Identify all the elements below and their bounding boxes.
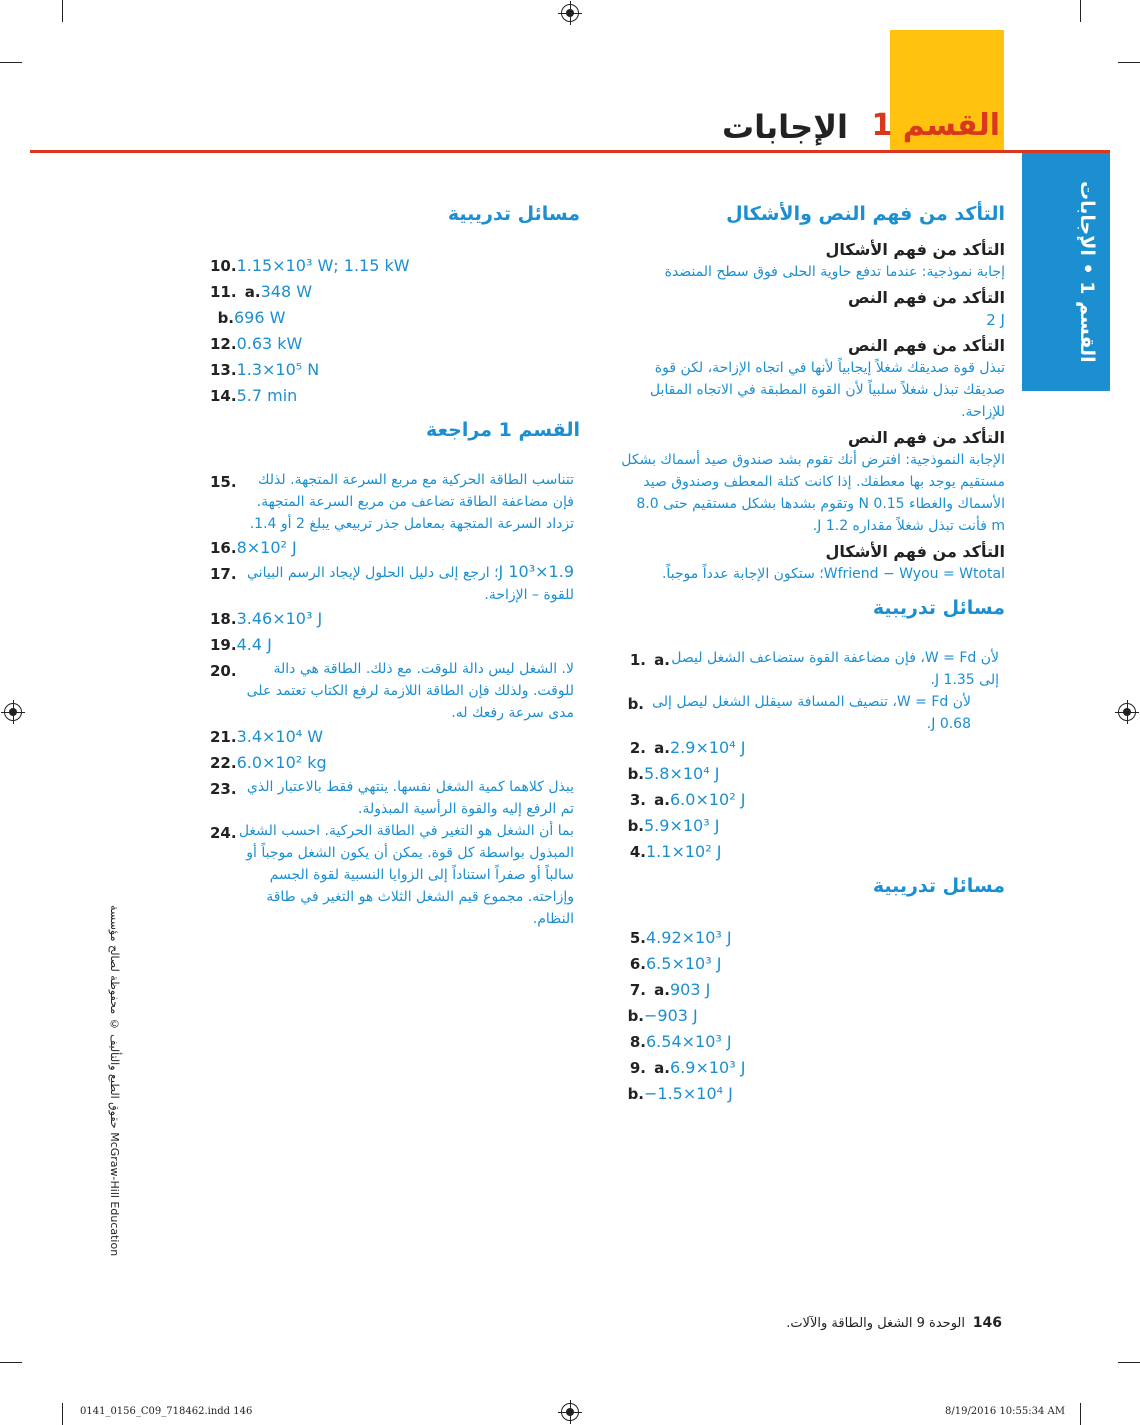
review-item: 23. يبذل كلاهما كمية الشغل نفسها. ينتهي فقط بالاعتبار الذي تم الرفع إليه والقوة الرأسية المبذولة. bbox=[210, 779, 574, 817]
check-heading: التأكد من فهم النص bbox=[847, 428, 1005, 447]
page-number: 146 bbox=[972, 1315, 1002, 1331]
problem-item: 8. 6.54×10³ J bbox=[629, 1032, 732, 1051]
problem-item: 1. a. لأن W = Fd، فإن مضاعفة القوة ستضاعف الشغل ليصل إلى 1.35 J. bbox=[629, 650, 999, 688]
right-column bbox=[620, 195, 1005, 1107]
review-item: 15. تتناسب الطاقة الحركية مع مربع السرعة المتجهة. لذلك فإن مضاعفة الطاقة تضاعف من مربع السرعة المتجهة. تزداد السرعة المتجهة بمعامل جذر تربيعي يبلغ 2 أو 1.4. bbox=[210, 472, 574, 532]
problem-item: 7. a. 903 J bbox=[629, 980, 711, 999]
problem-item: 14. 5.7 min bbox=[210, 386, 298, 405]
problem-item: b. −903 J bbox=[627, 1006, 698, 1025]
check-heading: التأكد من فهم الأشكال bbox=[825, 240, 1005, 259]
registration-mark-icon bbox=[1118, 703, 1136, 721]
review-item: 19. 4.4 J bbox=[210, 635, 272, 654]
problem-item: b. −1.5×10⁴ J bbox=[627, 1084, 733, 1103]
header-rule bbox=[30, 150, 1110, 153]
crop-mark bbox=[1118, 62, 1140, 63]
problem-item: 2. a. 2.9×10⁴ J bbox=[629, 738, 746, 757]
check-answer: تبذل قوة صديقك شغلاً إيجابياً لأنها في اتجاه الإزاحة، لكن قوة صديقك تبذل شغلاً سلبياً لأن القوة المطبقة في الاتجاه المقابل للإزاحة. bbox=[649, 360, 1005, 420]
problem-item: 11. a. 348 W bbox=[210, 282, 313, 301]
review-item: 22. 6.0×10² kg bbox=[210, 753, 327, 772]
section-title: مسائل تدريبية bbox=[872, 597, 1005, 619]
section-title: التأكد من فهم النص والأشكال bbox=[726, 203, 1005, 225]
check-heading: التأكد من فهم النص bbox=[847, 336, 1005, 355]
problem-item: 6. 6.5×10³ J bbox=[629, 954, 722, 973]
file-slug: 0141_0156_C09_718462.indd 146 bbox=[80, 1406, 253, 1417]
problem-item: b. 696 W bbox=[217, 308, 286, 327]
review-item: 17. 1.9×10³ J؛ ارجع إلى دليل الحلول لإيجاد الرسم البياني للقوة – الإزاحة. bbox=[210, 562, 574, 603]
registration-mark-icon bbox=[561, 4, 579, 22]
problem-item: 3. a. 6.0×10² J bbox=[629, 790, 746, 809]
timestamp-slug: 8/19/2016 10:55:34 AM bbox=[944, 1406, 1065, 1417]
crop-mark bbox=[1118, 1362, 1140, 1363]
check-answer: إجابة نموذجية: عندما تدفع حاوية الحلى فوق سطح المنضدة bbox=[664, 264, 1005, 280]
problem-item: b. 5.8×10⁴ J bbox=[627, 764, 720, 783]
review-item: 18. 3.46×10³ J bbox=[210, 609, 323, 628]
section-title: مسائل تدريبية bbox=[872, 875, 1005, 897]
review-item: 20. لا. الشغل ليس دالة للوقت. مع ذلك. الطاقة هي دالة للوقت. ولذلك فإن الطاقة اللازمة لرفع الكتاب تعتمد على مدى سرعة رفعك له. bbox=[210, 661, 574, 721]
section-title: القسم 1 مراجعة bbox=[425, 419, 580, 441]
problem-item: b. 5.9×10³ J bbox=[627, 816, 720, 835]
section-title: مسائل تدريبية bbox=[447, 203, 580, 225]
chapter-footer: الوحدة 9 الشغل والطاقة والآلات. bbox=[786, 1316, 965, 1331]
left-column bbox=[210, 195, 580, 930]
problem-item: 13. 1.3×10⁵ N bbox=[210, 360, 320, 379]
crop-mark bbox=[0, 1362, 22, 1363]
problem-item: 5. 4.92×10³ J bbox=[629, 928, 732, 947]
problem-item: 12. 0.63 kW bbox=[210, 334, 303, 353]
problem-item: 9. a. 6.9×10³ J bbox=[629, 1058, 746, 1077]
lesson-label: القسم 1 bbox=[871, 108, 1000, 143]
review-item: 24. بما أن الشغل هو التغير في الطاقة الحركية. احسب الشغل المبذول بواسطة كل قوة. يمكن أن يكون الشغل موجباً أو سالباً أو صفراً استناداً إلى الزوايا النسبية لقوة الجسم وإزاحته. مجموع قيم الشغل الثلاث هو التغير في طاقة النظام. bbox=[210, 823, 574, 927]
crop-mark bbox=[0, 62, 22, 63]
crop-mark bbox=[1080, 1403, 1081, 1425]
review-item: 16. 8×10² J bbox=[210, 538, 297, 557]
side-tab-label: القسم 1 • الإجابات bbox=[1076, 181, 1098, 363]
review-item: 21. 3.4×10⁴ W bbox=[210, 727, 324, 746]
check-heading: التأكد من فهم النص bbox=[847, 288, 1005, 307]
crop-mark bbox=[1080, 0, 1081, 22]
check-heading: التأكد من فهم الأشكال bbox=[825, 542, 1005, 561]
page-title: الإجابات bbox=[721, 108, 848, 146]
registration-mark-icon bbox=[561, 1403, 579, 1421]
crop-mark bbox=[62, 0, 63, 22]
registration-mark-icon bbox=[4, 703, 22, 721]
problem-item: 4. 1.1×10² J bbox=[629, 842, 722, 861]
check-answer: 2 J bbox=[986, 311, 1005, 329]
crop-mark bbox=[62, 1403, 63, 1425]
copyright-note: حقوق الطبع والتأليف © محفوظة لصالح مؤسسة McGraw-Hill Education bbox=[108, 905, 121, 1257]
problem-item: 10. 1.15×10³ W; 1.15 kW bbox=[210, 256, 410, 275]
check-answer: Wfriend − Wyou = Wtotal؛ ستكون الإجابة عدداً موجباً. bbox=[661, 566, 1005, 582]
check-answer: الإجابة النموذجية: افترض أنك تقوم بشد صندوق صيد أسماك بشكل مستقيم يوجد بها معطفك. إذا كانت كتلة المعطف وصندوق صيد الأسماك والغطاء 0.15 N وتقوم بشدها بشكل مستقيم حتى 8.0 m فأنت تبذل شغلاً مقداره 1.2 J. bbox=[621, 452, 1005, 534]
problem-item: b. لأن W = Fd، تنصيف المسافة سيقلل الشغل ليصل إلى 0.68 J. bbox=[627, 694, 971, 732]
